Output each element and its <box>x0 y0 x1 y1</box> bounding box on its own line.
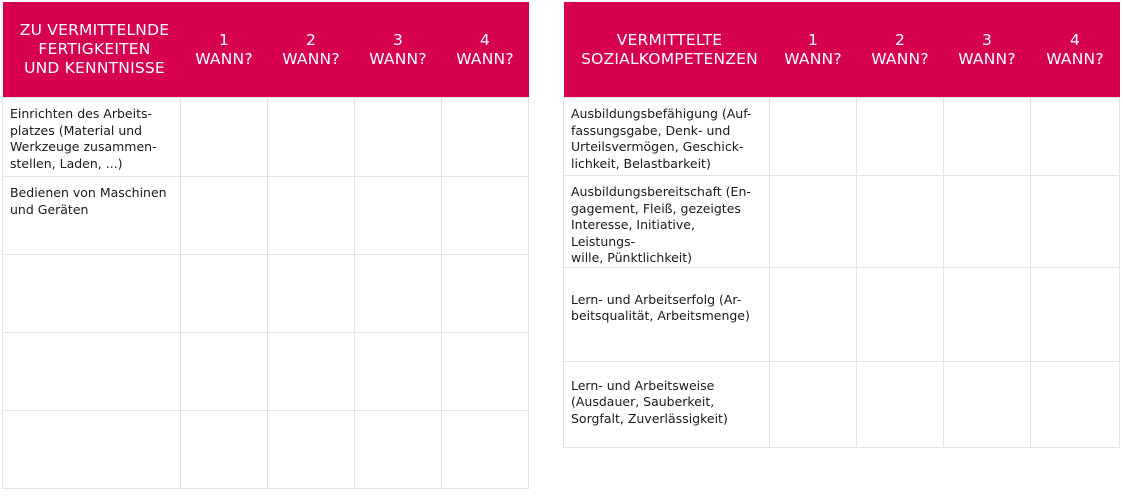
social-header-title: VERMITTELTE SOZIALKOMPETENZEN <box>564 2 770 98</box>
when-cell[interactable] <box>857 267 944 361</box>
header-row <box>564 2 1120 98</box>
competence-label: Lern- und Arbeitsweise (Ausdauer, Sauberkeit, Sorgfalt, Zuverlässigkeit) <box>564 361 770 447</box>
when-column-header-3 <box>944 2 1031 98</box>
when-column-header-4 <box>1031 2 1120 98</box>
when-cell[interactable] <box>268 333 355 411</box>
column-label: WANN? <box>456 49 514 68</box>
when-cell[interactable] <box>268 255 355 333</box>
when-cell[interactable] <box>770 98 857 176</box>
column-number: 2 <box>894 30 906 49</box>
table-row <box>564 98 1120 176</box>
when-cell[interactable] <box>770 176 857 268</box>
when-cell[interactable] <box>442 98 529 177</box>
when-column-header-4 <box>442 2 529 98</box>
when-cell[interactable] <box>442 411 529 489</box>
table-row <box>3 255 529 333</box>
when-cell[interactable] <box>181 411 268 489</box>
when-column-header-1 <box>181 2 268 98</box>
column-label: WANN? <box>369 49 427 68</box>
when-cell[interactable] <box>857 98 944 176</box>
table-row <box>564 361 1120 447</box>
skills-header-title: ZU VERMITTELNDE FERTIGKEITEN UND KENNTNISSE <box>3 2 181 98</box>
skill-label: Einrichten des Arbeits- platzes (Material und Werkzeuge zusammen- stellen, Laden, ...) <box>3 98 181 177</box>
column-number: 2 <box>305 30 317 49</box>
when-cell[interactable] <box>355 98 442 177</box>
skill-label[interactable] <box>3 333 181 411</box>
social-competence-table <box>563 2 1120 448</box>
when-column-header-2 <box>857 2 944 98</box>
table-row <box>3 333 529 411</box>
when-cell[interactable] <box>944 176 1031 268</box>
when-cell[interactable] <box>944 361 1031 447</box>
when-cell[interactable] <box>857 361 944 447</box>
column-label: WANN? <box>282 49 340 68</box>
when-cell[interactable] <box>442 255 529 333</box>
when-cell[interactable] <box>442 333 529 411</box>
when-cell[interactable] <box>268 98 355 177</box>
when-cell[interactable] <box>355 177 442 255</box>
when-cell[interactable] <box>355 411 442 489</box>
when-column-header-2 <box>268 2 355 98</box>
when-cell[interactable] <box>268 177 355 255</box>
when-cell[interactable] <box>181 177 268 255</box>
header-row <box>3 2 529 98</box>
competence-label: Ausbildungsbereitschaft (En- gagement, Fleiß, gezeigtes Interesse, Initiative, Leistungs- wille, Pünktlichkeit) <box>564 176 770 268</box>
when-cell[interactable] <box>1031 267 1120 361</box>
when-cell[interactable] <box>181 98 268 177</box>
when-cell[interactable] <box>1031 361 1120 447</box>
competence-label: Ausbildungsbefähigung (Auf- fassungsgabe, Denk- und Urteilsvermögen, Geschick- lichkeit, Belastbarkeit) <box>564 98 770 176</box>
column-number: 1 <box>807 30 819 49</box>
table-row <box>3 411 529 489</box>
table-row <box>3 98 529 177</box>
skill-label[interactable] <box>3 411 181 489</box>
when-cell[interactable] <box>1031 176 1120 268</box>
when-column-header-3 <box>355 2 442 98</box>
when-cell[interactable] <box>857 176 944 268</box>
skill-label: Bedienen von Maschinen und Geräten <box>3 177 181 255</box>
skill-label[interactable] <box>3 255 181 333</box>
column-label: WANN? <box>1046 49 1104 68</box>
column-number: 3 <box>392 30 404 49</box>
when-cell[interactable] <box>1031 98 1120 176</box>
when-cell[interactable] <box>442 177 529 255</box>
when-cell[interactable] <box>944 267 1031 361</box>
column-label: WANN? <box>784 49 842 68</box>
column-number: 4 <box>479 30 491 49</box>
competence-label: Lern- und Arbeitserfolg (Ar- beitsqualität, Arbeitsmenge) <box>564 267 770 361</box>
column-number: 3 <box>981 30 993 49</box>
column-label: WANN? <box>195 49 253 68</box>
when-cell[interactable] <box>181 333 268 411</box>
when-cell[interactable] <box>181 255 268 333</box>
column-number: 1 <box>218 30 230 49</box>
table-row <box>3 177 529 255</box>
column-number: 4 <box>1069 30 1081 49</box>
when-cell[interactable] <box>770 267 857 361</box>
skills-table <box>2 2 529 489</box>
when-cell[interactable] <box>944 98 1031 176</box>
column-label: WANN? <box>871 49 929 68</box>
when-cell[interactable] <box>770 361 857 447</box>
when-column-header-1 <box>770 2 857 98</box>
column-label: WANN? <box>958 49 1016 68</box>
when-cell[interactable] <box>355 255 442 333</box>
when-cell[interactable] <box>355 333 442 411</box>
table-row <box>564 267 1120 361</box>
when-cell[interactable] <box>268 411 355 489</box>
table-row <box>564 176 1120 268</box>
